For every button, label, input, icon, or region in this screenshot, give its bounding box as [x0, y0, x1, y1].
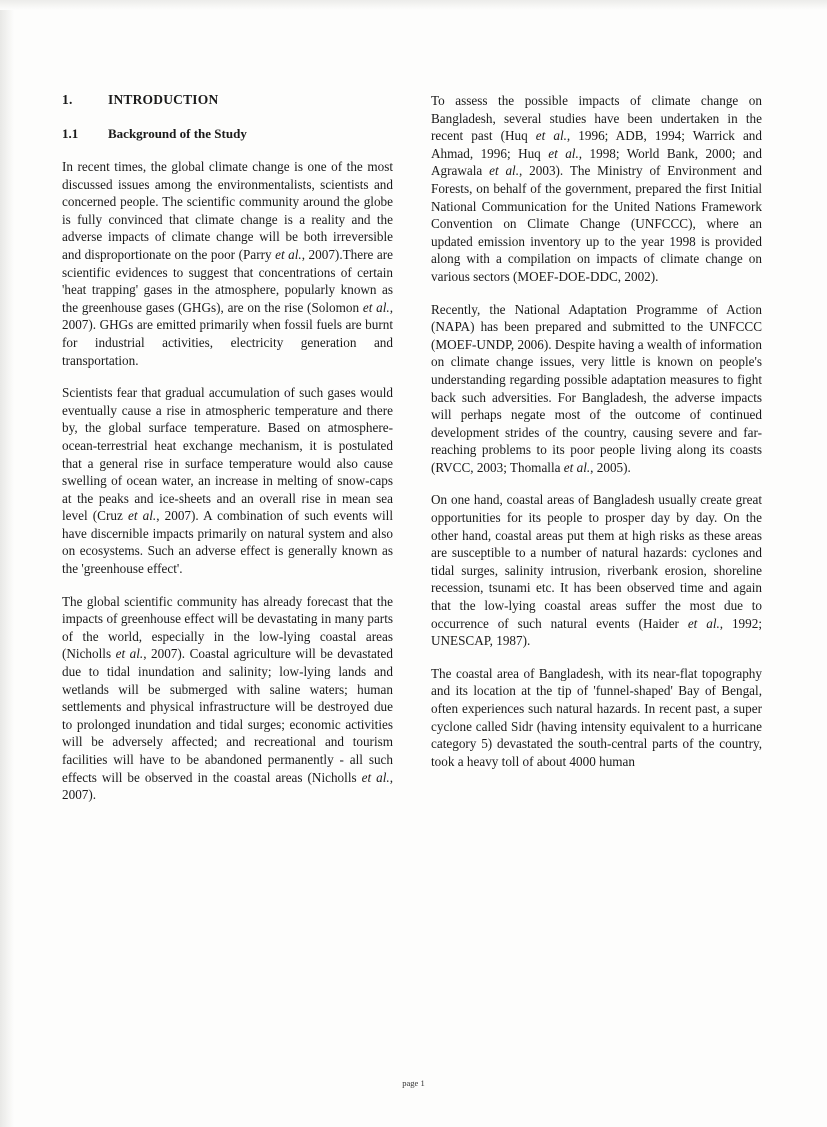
subsection-title: Background of the Study	[108, 126, 247, 141]
page-footer: page 1	[402, 1078, 425, 1088]
section-heading	[62, 92, 393, 108]
page-edge-shading-top	[0, 0, 827, 10]
section-number: 1.	[62, 92, 73, 107]
paragraph: Scientists fear that gradual accumulation of such gases would eventually cause a rise in atmospheric temperature and there by, the global surface temperature. Based on atmosphere-ocean-terrestrial heat exchange mechanism, it is postulated that a general rise in surface temperature would also cause swelling of ocean water, an increase in melting of snow-caps at the peaks and ice-sheets and an overall rise in mean sea level (Cruz et al., 2007). A combination of such events will have discernible impacts primarily on natural system and also on ecosystems. Such an adverse effect is generally known as the 'greenhouse effect'.	[62, 385, 394, 577]
section-title: INTRODUCTION	[108, 92, 219, 107]
subsection-number: 1.1	[62, 126, 79, 141]
page-edge-shading-left	[0, 0, 14, 1127]
paragraph: The coastal area of Bangladesh, with its near-flat topography and its location at the tip of 'funnel-shaped' Bay of Bengal, often experiences such natural hazards. In recent past, a super cyclone called Sidr (having intensity equivalent to a hurricane category 5) devastated the south-central parts of the country, took a heavy toll of about 4000 human	[431, 665, 762, 769]
paragraph: Recently, the National Adaptation Programme of Action (NAPA) has been prepared and submitted to the UNFCCC (MOEF-UNDP, 2006). Despite having a wealth of information on climate change issues, very little is known on people's understanding regarding possible adaptation measures to fight back such adversities. For Bangladesh, the adverse impacts will perhaps negate most of the outcome of continued development strides of the country, causing severe and far-reaching problems to its poor people living along its coasts (RVCC, 2003; Thomalla et al., 2005).	[431, 301, 762, 475]
paragraph: On one hand, coastal areas of Bangladesh usually create great opportunities for its people to prosper day by day. On the other hand, coastal areas put them at high risks as these areas are susceptible to a number of natural hazards: cyclones and tidal surges, salinity intrusion, riverbank erosion, shoreline recession, tsunami etc. It has been observed time and again that the low-lying coastal areas suffer the most due to occurrence of such natural events (Haider et al., 1992; UNESCAP, 1987).	[431, 492, 762, 649]
page-content	[62, 92, 762, 1032]
paragraph: In recent times, the global climate change is one of the most discussed issues among the environmentalists, scientists and concerned people. The scientific community around the globe is fully convinced that climate change is a reality and the adverse impacts of climate change will be both irreversible and disproportionate on the poor (Parry et al., 2007).There are scientific evidences to suggest that concentrations of certain 'heat trapping' gases in the atmosphere, popularly known as the greenhouse gases (GHGs), are on the rise (Solomon et al., 2007). GHGs are emitted primarily when fossil fuels are burnt for industrial activities, electricity generation and transportation.	[62, 159, 393, 368]
subsection-heading	[62, 126, 393, 142]
left-column	[62, 92, 393, 1032]
paragraph: The global scientific community has already forecast that the impacts of greenhouse effect will be devastating in many parts of the world, especially in the low-lying coastal areas (Nicholls et al., 2007). Coastal agriculture will be devastated due to tidal inundation and salinity; low-lying lands and wetlands will be submerged with saline waters; human settlements and physical infrastructure will be destroyed due to prolonged inundation and tidal surges; economic activities will be adversely affected; and recreational and tourism facilities will have to be abandoned permanently - all such effects will be observed in the coastal areas (Nicholls et al., 2007).	[62, 593, 393, 803]
right-column	[431, 92, 762, 1032]
paragraph: To assess the possible impacts of climate change on Bangladesh, several studies have been undertaken in the recent past (Huq et al., 1996; ADB, 1994; Warrick and Ahmad, 1996; Huq et al., 1998; World Bank, 2000; and Agrawala et al., 2003). The Ministry of Environment and Forests, on behalf of the government, prepared the first Initial National Communication for the United Nations Framework Convention on Climate Change (UNFCCC), where an updated emission inventory up to the year 1998 is provided along with a compilation on impacts of climate change on various sectors (MOEF-DOE-DDC, 2002).	[431, 93, 763, 284]
